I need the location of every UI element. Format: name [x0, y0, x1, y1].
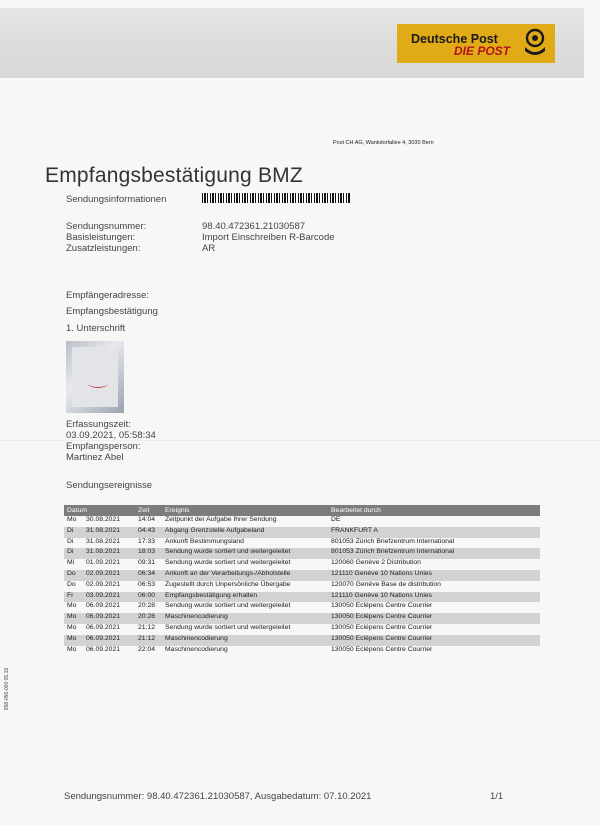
recipient-person-value: Martinez Abel — [66, 452, 124, 463]
event-time: 21:12 — [135, 624, 162, 635]
logo-text-line1: Deutsche Post — [411, 32, 498, 46]
event-day: Di — [64, 548, 83, 559]
field-value-extra-services: AR — [202, 243, 216, 254]
event-time: 20:28 — [135, 613, 162, 624]
event-day: Mo — [64, 646, 83, 657]
event-row — [64, 613, 540, 624]
event-description: Empfangsbestätigung erhalten — [162, 592, 328, 603]
event-date: 31.08.2021 — [83, 548, 135, 559]
event-processed-by: 130050 Eclépens Centre Courrier — [328, 646, 540, 657]
event-processed-by: DE — [328, 516, 540, 527]
footer-text: Sendungsnummer: 98.40.472361.21030587, Ausgabedatum: 07.10.2021 — [64, 791, 372, 802]
event-time: 06:00 — [135, 592, 162, 603]
event-row — [64, 624, 540, 635]
event-time: 21:12 — [135, 635, 162, 646]
event-row — [64, 581, 540, 592]
event-processed-by: 120070 Genève Base de distribution — [328, 581, 540, 592]
event-description: Zeitpunkt der Aufgabe Ihrer Sendung — [162, 516, 328, 527]
event-row — [64, 527, 540, 538]
event-description: Maschinencodierung — [162, 646, 328, 657]
event-processed-by: 130050 Eclépens Centre Courrier — [328, 635, 540, 646]
events-table — [64, 505, 540, 656]
event-processed-by: FRANKFURT A — [328, 527, 540, 538]
event-description: Sendung wurde sortiert und weitergeleitet — [162, 602, 328, 613]
event-row — [64, 602, 540, 613]
field-label-base-services: Basisleistungen: — [66, 232, 136, 243]
event-time: 18:03 — [135, 548, 162, 559]
event-time: 14:04 — [135, 516, 162, 527]
logo-text-line2: DIE POST — [454, 44, 511, 58]
event-description: Maschinencodierung — [162, 635, 328, 646]
event-description: Sendung wurde sortiert und weitergeleitet — [162, 559, 328, 570]
event-time: 04:43 — [135, 527, 162, 538]
event-processed-by: 121110 Genève 10 Nations Unies — [328, 570, 540, 581]
event-processed-by: 130050 Eclépens Centre Courrier — [328, 624, 540, 635]
event-description: Abgang Grenzstelle Aufgabeland — [162, 527, 328, 538]
event-processed-by: 801053 Zürich Briefzentrum International — [328, 548, 540, 559]
event-day: Do — [64, 581, 83, 592]
field-value-base-services: Import Einschreiben R-Barcode — [202, 232, 335, 243]
event-date: 03.09.2021 — [83, 592, 135, 603]
event-day: Mo — [64, 624, 83, 635]
barcode — [202, 193, 350, 203]
deutsche-post-logo — [397, 24, 555, 63]
event-date: 06.09.2021 — [83, 613, 135, 624]
field-label-shipment-number: Sendungsnummer: — [66, 221, 147, 232]
event-date: 06.09.2021 — [83, 635, 135, 646]
events-body — [64, 516, 540, 656]
event-description: Sendung wurde sortiert und weitergeleitet — [162, 548, 328, 559]
post-horn-icon — [521, 27, 549, 59]
event-row — [64, 635, 540, 646]
event-day: Fr — [64, 592, 83, 603]
event-day: Di — [64, 527, 83, 538]
event-row — [64, 559, 540, 570]
form-code: 958-056-000 05.19 — [4, 667, 11, 711]
event-row — [64, 592, 540, 603]
event-date: 01.09.2021 — [83, 559, 135, 570]
event-time: 20:28 — [135, 602, 162, 613]
column-processed-by: Bearbeitet durch — [328, 505, 540, 516]
event-processed-by: 120060 Genève 2 Distribution — [328, 559, 540, 570]
event-day: Mo — [64, 516, 83, 527]
events-heading: Sendungsereignisse — [66, 480, 153, 491]
event-processed-by: 801053 Zürich Briefzentrum International — [328, 538, 540, 549]
confirmation-label: Empfangsbestätigung — [66, 306, 158, 317]
event-date: 06.09.2021 — [83, 602, 135, 613]
event-row — [64, 538, 540, 549]
event-row — [64, 646, 540, 657]
event-description: Ankunft Bestimmungsland — [162, 538, 328, 549]
event-date: 30.08.2021 — [83, 516, 135, 527]
event-description: Maschinencodierung — [162, 613, 328, 624]
event-day: Mo — [64, 602, 83, 613]
column-date: Datum — [64, 505, 135, 516]
event-time: 09:31 — [135, 559, 162, 570]
event-date: 31.08.2021 — [83, 527, 135, 538]
event-date: 06.09.2021 — [83, 646, 135, 657]
event-description: Sendung wurde sortiert und weitergeleitet — [162, 624, 328, 635]
page-title: Empfangsbestätigung BMZ — [45, 164, 303, 187]
event-day: Do — [64, 570, 83, 581]
event-date: 02.09.2021 — [83, 570, 135, 581]
event-time: 06:53 — [135, 581, 162, 592]
event-date: 31.08.2021 — [83, 538, 135, 549]
column-event: Ereignis — [162, 505, 328, 516]
capture-time-value: 03.09.2021, 05:58:34 — [66, 430, 156, 441]
field-label-extra-services: Zusatzleistungen: — [66, 243, 141, 254]
event-row — [64, 570, 540, 581]
event-description: Ankunft an der Verarbeitungs-/Abholstelle — [162, 570, 328, 581]
field-value-shipment-number: 98.40.472361.21030587 — [202, 221, 306, 232]
event-day: Mo — [64, 613, 83, 624]
events-header-row — [64, 505, 540, 516]
event-processed-by: 130050 Eclépens Centre Courrier — [328, 613, 540, 624]
recipient-address-label: Empfängeradresse: — [66, 290, 149, 301]
event-date: 02.09.2021 — [83, 581, 135, 592]
event-day: Mi — [64, 559, 83, 570]
event-time: 22:04 — [135, 646, 162, 657]
sender-address: Post CH AG, Wankdorfallee 4, 3030 Bern — [333, 140, 434, 146]
event-processed-by: 121110 Genève 10 Nations Unies — [328, 592, 540, 603]
info-heading: Sendungsinformationen — [66, 194, 167, 205]
column-time: Zeit — [135, 505, 162, 516]
signature-image — [66, 341, 124, 413]
event-time: 06:34 — [135, 570, 162, 581]
page-number: 1/1 — [490, 791, 504, 802]
event-day: Di — [64, 538, 83, 549]
capture-time-label: Erfassungszeit: — [66, 419, 131, 430]
event-date: 06.09.2021 — [83, 624, 135, 635]
event-row — [64, 516, 540, 527]
event-day: Mo — [64, 635, 83, 646]
signature-label: 1. Unterschrift — [66, 323, 126, 334]
recipient-person-label: Empfangsperson: — [66, 441, 141, 452]
event-row — [64, 548, 540, 559]
event-time: 17:33 — [135, 538, 162, 549]
event-description: Zugestellt durch Unpersönliche Übergabe — [162, 581, 328, 592]
event-processed-by: 130050 Eclépens Centre Courrier — [328, 602, 540, 613]
